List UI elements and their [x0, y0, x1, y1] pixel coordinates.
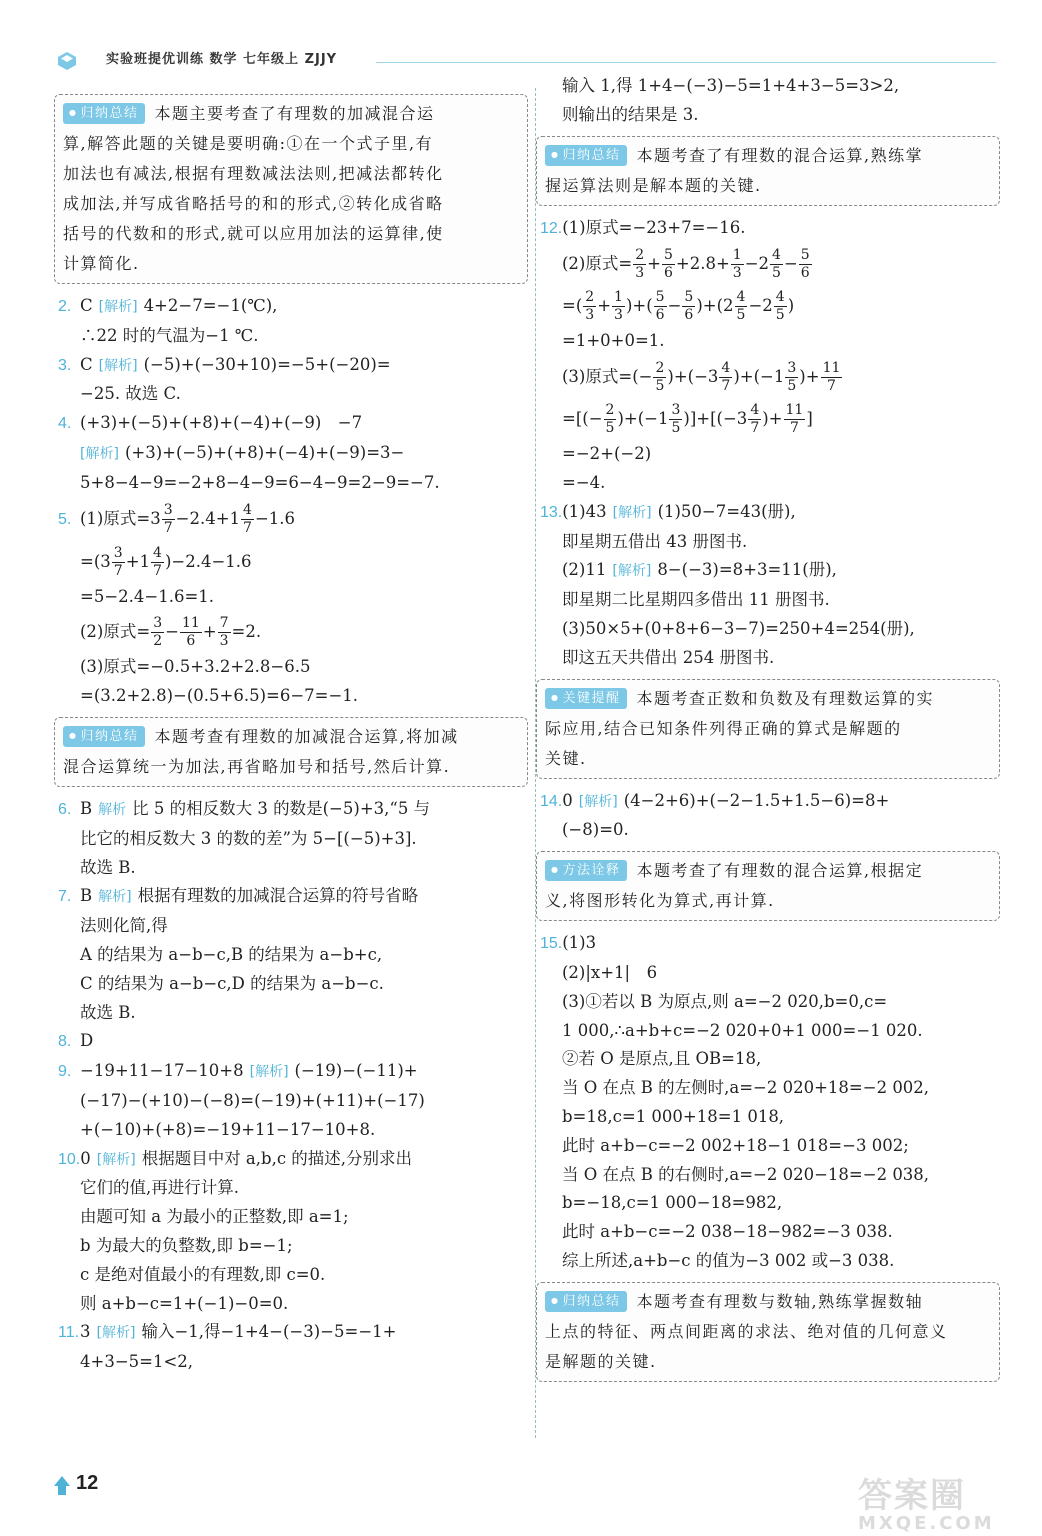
answer-text: 此时 a+b−c=−2 002+18−1 018=−3 002; — [562, 1135, 909, 1155]
fraction: $\frac{4}{5}$ — [772, 247, 781, 282]
box-text: 本题考查正数和负数及有理数运算的实 — [636, 688, 935, 708]
question-number: 14. — [540, 792, 563, 810]
box-text: 握运算法则是解本题的关键. — [545, 175, 762, 195]
question-number: 12. — [540, 219, 563, 237]
math-text: (1)原式=−23+7=−16. — [562, 217, 746, 237]
analysis-tag: 解析 — [98, 801, 127, 818]
fraction: $\frac{2}{3}$ — [635, 247, 645, 282]
math-text: =−4. — [562, 472, 606, 492]
answer-text: b=18,c=1 000+18=1 018, — [562, 1106, 785, 1126]
summary-tag: ● 关键提醒 — [545, 688, 627, 709]
box-text: 关键. — [545, 748, 587, 768]
box-text: 计算简化. — [63, 254, 140, 273]
answer-text: c 是绝对值最小的有理数,即 c=0. — [80, 1264, 326, 1284]
box-text: 是解题的关键. — [545, 1351, 657, 1371]
question-number: 9. — [58, 1063, 72, 1081]
question-number: 5. — [58, 510, 72, 528]
answer-text: 即星期二比星期四多借出 11 册图书. — [562, 590, 830, 610]
answer-text: 故选 B. — [80, 1002, 136, 1022]
fraction: $\frac{4}{7}$ — [153, 544, 162, 579]
answer-3 — [58, 351, 528, 410]
answer-choice: D — [80, 1031, 94, 1051]
math-text: =5−2.4−1.6=1. — [80, 586, 215, 606]
answer-text: (−19)−(−11)+ — [294, 1061, 418, 1081]
summary-tag: ● 归纳总结 — [545, 1291, 627, 1312]
answer-13 — [540, 498, 1000, 673]
answer-text: b 为最大的负整数,即 b=−1; — [80, 1235, 293, 1255]
fraction: $\frac{5}{6}$ — [684, 289, 694, 324]
fraction: $\frac{4}{7}$ — [721, 360, 731, 395]
analysis-tag: [解析] — [612, 563, 652, 580]
answer-text: (4−2+6)+(−2−1.5+1.5−6)=8+ — [623, 790, 890, 810]
math-text: +1 — [125, 551, 151, 571]
math-text: (2)原式= — [562, 254, 633, 274]
watermark — [858, 1468, 1018, 1534]
math-text: =[(− $\frac{2}{5}$ )+(−1 $\frac{3}{5}$ )]+[(−3 $\frac{4}{7}$ )+ $\frac{11}{7}$ ] — [562, 402, 813, 437]
box-text: 义,将图形转化为算式,再计算. — [545, 891, 775, 911]
answer-5: 5. (1)原式=3 $\frac{3}{7}$ −2.4+1 $\frac{4}{7}$ −1.6 =(3 $\frac{3}{7}$ +1 $\frac{4}{7}$ )−2.4−1.6 =5−2.4−1.6=1. (2)原式= $\frac{3}{2}$ − $\frac{11}{6}$ + $\frac{7}{3}$ =2. (3)原式=−0.5+3.2+2.8−6.5 =(3.2+2.8)−(0.5+6.5)=6−7=−1. — [58, 498, 528, 711]
answer-text: (+3)+(−5)+(+8)+(−4)+(−9)=3− — [124, 442, 405, 462]
math-text: (3)原式=−0.5+3.2+2.8−6.5 — [80, 657, 311, 677]
answer-6 — [58, 795, 528, 882]
fraction: $\frac{3}{2}$ — [153, 615, 163, 650]
analysis-tag: [解析] — [98, 299, 138, 315]
answer-11 — [58, 1318, 528, 1377]
summary-tag: ● 归纳总结 — [63, 726, 145, 747]
answer-text: C 的结果为 a−b−c,D 的结果为 a−b−c. — [80, 973, 384, 993]
fraction: $\frac{2}{5}$ — [655, 360, 665, 395]
answer-text: A 的结果为 a−b−c,B 的结果为 a−b+c, — [80, 944, 383, 964]
answer-text: 4+2−7=−1(℃), — [143, 296, 278, 315]
fraction: $\frac{2}{5}$ — [605, 402, 615, 437]
answer-14 — [540, 787, 1000, 846]
question-number: 7. — [58, 888, 72, 906]
question-number: 11. — [58, 1324, 80, 1342]
answer-text: (−5)+(−30+10)=−5+(−20)= — [143, 354, 391, 374]
answer-choice: B — [80, 886, 93, 906]
answer-text: 此时 a+b−c=−2 038−18−982=−3 038. — [562, 1222, 893, 1242]
up-arrow-stem — [58, 1485, 66, 1495]
fraction: $\frac{11}{7}$ — [822, 360, 841, 395]
answer-text: 它们的值,再进行计算. — [80, 1178, 239, 1198]
header-title: 实验班提优训练 数学 七年级上 ZJJY — [106, 52, 338, 67]
summary-box-2 — [54, 717, 528, 787]
summary-box-1 — [54, 94, 528, 284]
answer-text: 法则化简,得 — [80, 916, 168, 936]
right-column — [540, 72, 1000, 1390]
answer-text: (3)①若以 B 为原点,则 a=−2 020,b=0,c= — [562, 991, 888, 1011]
answer-text: 输入 1,得 1+4−(−3)−5=1+4+3−5=3>2, — [562, 76, 900, 95]
answer-7 — [58, 882, 528, 1027]
answer-text: (−17)−(+10)−(−8)=(−19)+(+11)+(−17) — [80, 1090, 425, 1110]
box-text: 混合运算统一为加法,再省略加号和括号,然后计算. — [63, 756, 451, 776]
answer-text: 8−(−3)=8+3=11(册), — [657, 560, 837, 580]
summary-box-6 — [536, 1282, 1000, 1382]
answer-15 — [540, 929, 1000, 1276]
fraction: $\frac{3}{7}$ — [113, 544, 123, 579]
answer-text: +(−10)+(+8)=−19+11−17−10+8. — [80, 1119, 376, 1139]
answer-12: 12.(1)原式=−23+7=−16. (2)原式= $\frac{2}{3}$ + $\frac{5}{6}$ +2.8+ $\frac{1}{3}$ −2 $\frac{4}{5}$ − $\frac{5}{6}$ =( $\frac{2}{3}$ + $\frac{1}{3}$ )+( $\frac{5}{6}$ − $\frac{5}{6}$ )+(2 $\frac{4}{5}$ −2 $\frac{4}{5}$ ) =1+0+0=1. (3)原式=(− $\frac{2}{5}$ )+(−3 $\frac{4}{7}$ )+(−1 $\frac{3}{5}$ )+ $\frac{11}{7}$ =[(− $\frac{2}{5}$ )+(−1 $\frac{3}{5}$ )]+[(−3 $\frac{4}{7}$ )+ $\frac{11}{7}$ ] =−2+(−2) =−4. — [540, 214, 1000, 498]
answer-text: 输入−1,得−1+4−(−3)−5=−1+ — [141, 1322, 397, 1342]
question-number: 6. — [58, 800, 72, 818]
question-number: 8. — [58, 1033, 72, 1051]
box-text: 成加法,并写成省略括号的和的形式,②转化成省略 — [63, 194, 444, 213]
analysis-tag: [解析] — [80, 445, 119, 462]
page-header — [46, 40, 996, 74]
box-text: 上点的特征、两点间距离的求法、绝对值的几何意义 — [545, 1321, 948, 1341]
fraction: $\frac{11}{6}$ — [181, 615, 200, 650]
page-number: 12 — [76, 1472, 99, 1494]
fraction: $\frac{3}{7}$ — [163, 501, 173, 536]
math-text: =1+0+0=1. — [562, 331, 665, 351]
watermark-logo-text: 答案圈 — [858, 1476, 966, 1516]
answer-choice: C — [80, 354, 93, 374]
answer-text: 即星期五借出 43 册图书. — [562, 531, 748, 551]
box-text: 本题主要考查了有理数的加减混合运 — [154, 104, 435, 123]
answer-text: 当 O 在点 B 的左侧时,a=−2 020+18=−2 002, — [562, 1078, 930, 1098]
answer-text: b=−18,c=1 000−18=982, — [562, 1193, 783, 1213]
answer-8 — [58, 1027, 528, 1057]
answer-text: (3)50×5+(0+8+6−3−7)=250+4=254(册), — [562, 618, 915, 638]
method-box — [536, 851, 1000, 921]
math-text: (2)原式= — [80, 622, 151, 642]
math-text: =−2+(−2) — [562, 444, 652, 464]
answer-text: (2)|x+1| 6 — [562, 962, 658, 982]
box-text: 际应用,结合已知条件列得正确的算式是解题的 — [545, 718, 902, 738]
math-text: =( $\frac{2}{3}$ + $\frac{1}{3}$ )+( $\frac{5}{6}$ − $\frac{5}{6}$ )+(2 $\frac{4}{5}$ −2 $\frac{4}{5}$ ) — [562, 289, 795, 324]
answer-text: (1)50−7=43(册), — [657, 501, 796, 521]
math-text: (1)原式=3 — [80, 508, 161, 528]
math-text: )−2.4−1.6 — [164, 551, 252, 571]
analysis-tag: [解析] — [98, 357, 138, 374]
answer-choice: 0 — [562, 790, 573, 810]
box-text: 括号的代数和的形式,就可以应用加法的运算律,使 — [63, 224, 444, 243]
analysis-tag: [解析] — [612, 504, 652, 521]
question-number: 2. — [58, 298, 72, 315]
summary-tag: ● 归纳总结 — [63, 103, 145, 124]
box-text: 本题考查有理数与数轴,熟练掌握数轴 — [636, 1291, 924, 1311]
box-text: 算,解答此题的关键是要明确:①在一个式子里,有 — [63, 134, 434, 153]
fraction: $\frac{4}{7}$ — [243, 501, 252, 536]
box-text: 本题考查有理数的加减混合运算,将加减 — [154, 726, 459, 746]
math-text: =(3 — [80, 551, 111, 571]
analysis-tag: [解析] — [578, 793, 618, 810]
watermark-url: MXQE.COM — [858, 1513, 995, 1534]
fraction: $\frac{1}{3}$ — [614, 289, 623, 324]
answer-text: ②若 O 是原点,且 OB=18, — [562, 1049, 762, 1069]
answer-text: 故选 B. — [80, 857, 136, 877]
box-text: 本题考查了有理数的混合运算,根据定 — [636, 861, 924, 881]
question-number: 13. — [540, 503, 563, 521]
math-text: −1.6 — [254, 508, 296, 528]
math-text: −2.4+1 — [175, 508, 241, 528]
fraction: $\frac{7}{3}$ — [219, 615, 229, 650]
answer-text: 比 5 的相反数大 3 的数是(−5)+3,“5 与 — [132, 798, 431, 818]
math-text: (3)原式= — [562, 367, 633, 387]
answer-text: (+3)+(−5)+(+8)+(−4)+(−9) −7 — [80, 413, 363, 433]
math-text: =(3.2+2.8)−(0.5+6.5)=6−7=−1. — [80, 686, 359, 706]
answer-choice: C — [80, 296, 93, 315]
answer-text: 综上所述,a+b−c 的值为−3 002 或−3 038. — [562, 1250, 895, 1270]
box-text: 加法也有减法,根据有理数减法法则,把减法都转化 — [63, 164, 444, 183]
answer-text: 即这五天共借出 254 册图书. — [562, 647, 775, 667]
answer-text: 根据有理数的加减混合运算的符号省略 — [137, 886, 419, 906]
fraction: $\frac{4}{5}$ — [736, 289, 746, 324]
answer-choice: 0 — [80, 1148, 91, 1168]
summary-box-3 — [536, 136, 1000, 206]
answer-text: 4+3−5=1<2, — [80, 1352, 194, 1372]
fraction: $\frac{3}{5}$ — [787, 360, 797, 395]
fraction: $\frac{5}{6}$ — [655, 289, 665, 324]
answer-text: (1)3 — [562, 933, 597, 953]
analysis-tag: 解析] — [98, 889, 132, 906]
box-text: 本题考查了有理数的混合运算,熟练掌 — [636, 145, 924, 165]
question-number: 15. — [540, 935, 563, 953]
answer-choice: B — [80, 798, 93, 818]
answer-choice: 3 — [80, 1322, 91, 1342]
answer-text: 1 000,∴a+b+c=−2 020+0+1 000=−1 020. — [562, 1020, 923, 1040]
answer-text: (1)43 — [562, 501, 607, 521]
summary-tag: ● 归纳总结 — [545, 145, 627, 166]
answer-text: 则输出的结果是 3. — [562, 104, 699, 124]
answer-text: 5+8−4−9=−2+8−4−9=6−4−9=2−9=−7. — [80, 472, 440, 492]
answer-text: (−8)=0. — [562, 820, 629, 840]
key-reminder-box — [536, 679, 1000, 779]
answer-text: 当 O 在点 B 的右侧时,a=−2 020−18=−2 038, — [562, 1164, 930, 1184]
analysis-tag: [解析] — [96, 1325, 136, 1342]
header-rule — [376, 62, 996, 63]
fraction: $\frac{5}{6}$ — [800, 247, 810, 282]
left-column — [58, 88, 528, 1377]
answer-text: 根据题目中对 a,b,c 的描述,分别求出 — [141, 1148, 413, 1168]
answer-2 — [58, 292, 528, 351]
answer-text: −25. 故选 C. — [80, 384, 181, 404]
fraction: $\frac{11}{7}$ — [785, 402, 804, 437]
fraction: $\frac{5}{6}$ — [663, 247, 673, 282]
math-text: =2. — [231, 622, 262, 642]
fraction: $\frac{1}{3}$ — [732, 247, 742, 282]
fraction: $\frac{4}{5}$ — [775, 289, 785, 324]
fraction: $\frac{4}{7}$ — [750, 402, 760, 437]
question-number: 10. — [58, 1150, 81, 1168]
answer-4 — [58, 409, 528, 497]
fraction: $\frac{2}{3}$ — [585, 289, 595, 324]
question-number: 4. — [58, 415, 72, 433]
answer-9 — [58, 1057, 528, 1144]
analysis-tag: [解析] — [249, 1064, 289, 1081]
answer-text: 则 a+b−c=1+(−1)−0=0. — [80, 1293, 289, 1313]
answer-text: (2)11 — [562, 560, 607, 580]
answer-text: ∴22 时的气温为−1 ℃. — [80, 325, 259, 345]
answer-text: −19+11−17−10+8 — [80, 1061, 244, 1081]
answer-10 — [58, 1145, 528, 1319]
answer-text: 由题可知 a 为最小的正整数,即 a=1; — [80, 1207, 349, 1227]
answer-text: 比它的相反数大 3 的数的差”为 5−[(−5)+3]. — [80, 828, 417, 848]
fraction: $\frac{3}{5}$ — [671, 402, 681, 437]
summary-tag: ● 方法诠释 — [545, 860, 627, 881]
book-logo-icon — [56, 50, 78, 72]
analysis-tag: [解析] — [96, 1151, 136, 1168]
question-number: 3. — [58, 356, 72, 374]
